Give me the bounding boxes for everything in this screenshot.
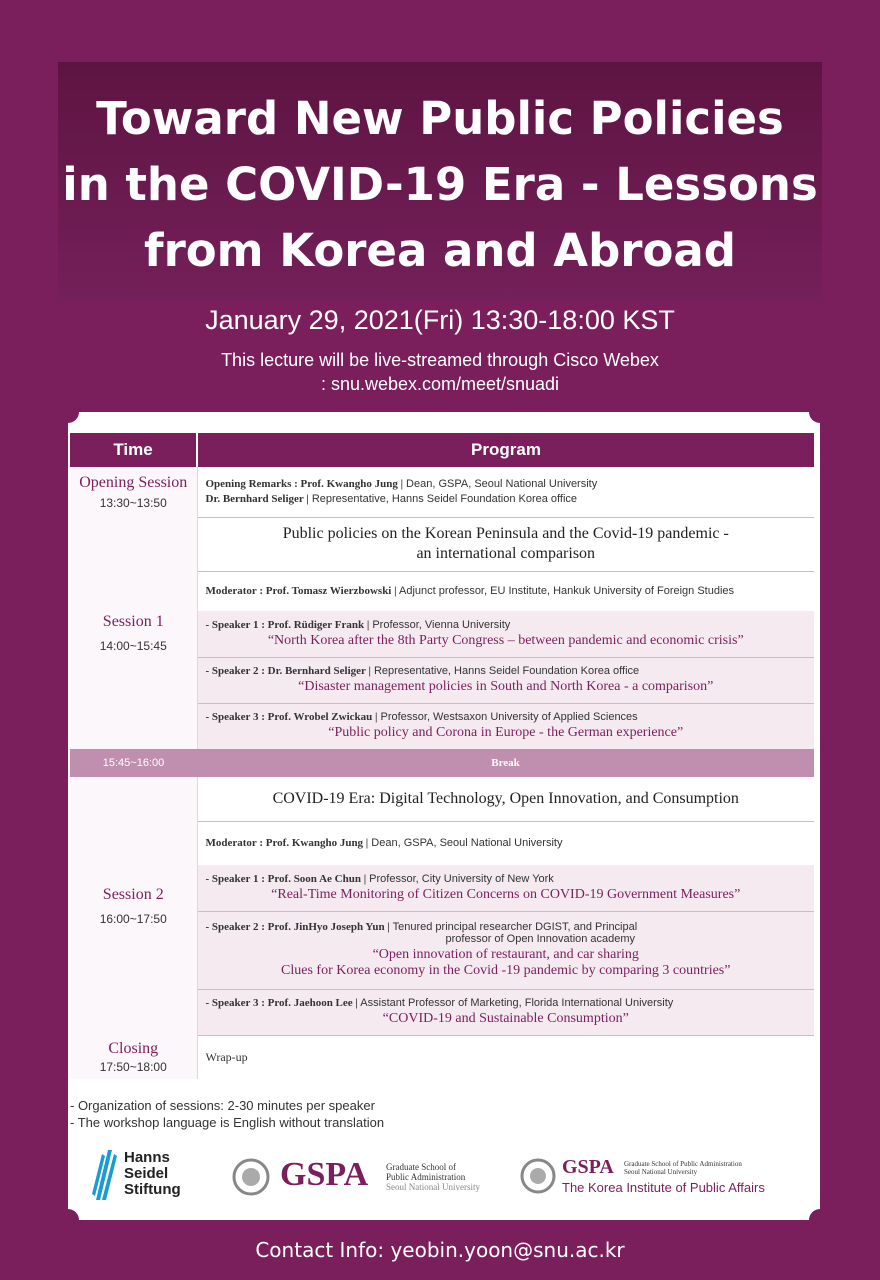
speaker-name: - Speaker 3 : Prof. Wrobel Zwickau | (205, 711, 378, 724)
logo-text: Hanns (124, 1149, 170, 1166)
title-line: Toward New Public Policies (96, 92, 784, 145)
speaker-affiliation: Professor, Westsaxon University of Applied Sciences (377, 711, 638, 724)
moderator-name: Moderator : Prof. Kwangho Jung | (205, 837, 369, 850)
session-label: Opening Session (79, 474, 188, 491)
corner-notch (809, 401, 831, 423)
notes (70, 1097, 384, 1131)
logo-text: Public Administration (386, 1172, 466, 1182)
title-line: from Korea and Abroad (144, 224, 736, 277)
logo-bar (92, 1148, 792, 1208)
speaker-affiliation: Representative, Hanns Seidel Foundation Korea office (308, 493, 578, 506)
gspa-wordmark: GSPA (280, 1156, 369, 1193)
title-line: in the COVID-19 Era - Lessons (62, 158, 818, 211)
session-heading: COVID-19 Era: Digital Technology, Open Innovation, and Consumption (272, 789, 739, 807)
moderator-affiliation: Adjunct professor, EU Institute, Hankuk University of Foreign Studies (396, 585, 735, 598)
break-row (70, 749, 814, 777)
speaker-affiliation: Professor, Vienna University (369, 618, 511, 631)
speaker-name: - Speaker 2 : Prof. JinHyo Joseph Yun | (205, 921, 390, 933)
session-time: 16:00~17:50 (99, 912, 167, 926)
snu-emblem-icon (232, 1158, 270, 1196)
corner-notch (57, 1209, 79, 1231)
speaker-affiliation: Professor, City University of New York (366, 872, 554, 885)
session-time: 14:00~15:45 (99, 639, 167, 653)
logo-text: Seidel (124, 1165, 169, 1182)
event-date: January 29, 2021(Fri) 13:30-18:00 KST (205, 305, 675, 335)
table-row (70, 1035, 814, 1079)
talk-title: Clues for Korea economy in the Covid -19 pandemic by comparing 3 countries” (281, 963, 731, 978)
speaker-name: Opening Remarks : Prof. Kwangho Jung | (205, 478, 403, 491)
speaker-name: Dr. Bernhard Seliger | (205, 493, 309, 506)
table-row (70, 517, 814, 571)
moderator-name: Moderator : Prof. Tomasz Wierzbowski | (205, 585, 397, 598)
session-label: Closing (108, 1040, 159, 1057)
logo-text: Graduate School of (386, 1162, 456, 1172)
speaker-affiliation: Tenured principal researcher DGIST, and Principal (389, 921, 638, 933)
break-label: Break (197, 749, 814, 777)
talk-title: “Public policy and Corona in Europe - the German experience” (328, 725, 684, 741)
closing-time-cell (70, 1035, 197, 1079)
speaker-name: - Speaker 1 : Prof. Rüdiger Frank | (205, 618, 370, 631)
speaker-affiliation: Dean, GSPA, Seoul National University (403, 478, 598, 491)
moderator-affiliation: Dean, GSPA, Seoul National University (368, 837, 563, 850)
contact-info[interactable]: Contact Info: yeobin.yoon@snu.ac.kr (255, 1238, 625, 1262)
stream-line: This lecture will be live-streamed through Cisco Webex (221, 350, 659, 370)
speaker-affiliation: Representative, Hanns Seidel Foundation Korea office (370, 665, 640, 677)
table-header (70, 433, 814, 467)
talk-title: “North Korea after the 8th Party Congress – between pandemic and economic crisis” (267, 632, 744, 648)
session2-moderator (197, 821, 814, 865)
session1-heading (197, 517, 814, 571)
opening-program-cell (197, 467, 814, 517)
session1-speaker2 (197, 657, 814, 703)
table-row (70, 467, 814, 517)
gspa-wordmark: GSPA (562, 1156, 614, 1178)
speaker-name: - Speaker 2 : Dr. Bernhard Seliger | (205, 665, 371, 677)
time-header: Time (70, 433, 197, 467)
session-heading: Public policies on the Korean Peninsula and the Covid-19 pandemic - (282, 525, 729, 542)
logo-text: Seoul National University (386, 1182, 480, 1192)
break-time: 15:45~16:00 (70, 749, 197, 777)
talk-title: “Real-Time Monitoring of Citizen Concerns on COVID-19 Government Measures” (271, 886, 741, 902)
program-table (70, 433, 814, 1079)
session2-heading (197, 777, 814, 821)
session1-time-cell (70, 517, 197, 749)
session1-speaker3 (197, 703, 814, 749)
stream-info (0, 348, 880, 396)
corner-notch (57, 401, 79, 423)
corner-notch (809, 1209, 831, 1231)
logo-text: Stiftung (124, 1181, 181, 1198)
speaker-affiliation: professor of Open Innovation academy (445, 933, 636, 945)
kipa-name: The Korea Institute of Public Affairs (562, 1180, 765, 1195)
table-row (70, 777, 814, 821)
talk-title: “Open innovation of restaurant, and car sharing (372, 947, 639, 962)
session2-speaker1 (197, 865, 814, 911)
talk-title: “Disaster management policies in South and North Korea - a comparison” (298, 679, 714, 694)
speaker-name: - Speaker 1 : Prof. Soon Ae Chun | (205, 872, 367, 885)
stream-link[interactable]: : snu.webex.com/meet/snuadi (320, 374, 560, 394)
snu-emblem-icon (520, 1158, 556, 1194)
session-label: Session 2 (102, 886, 164, 903)
session2-speaker2 (197, 911, 814, 989)
session2-time-cell (70, 777, 197, 1035)
program-header: Program (197, 433, 814, 467)
opening-time-cell (70, 467, 197, 517)
session2-speaker3 (197, 989, 814, 1035)
session-label: Session 1 (102, 613, 164, 630)
event-title (0, 86, 880, 284)
logo-text: Seoul National University (624, 1168, 698, 1176)
note-item: - The workshop language is English without translation (70, 1115, 385, 1130)
session1-speaker1 (197, 611, 814, 657)
session-time: 17:50~18:00 (99, 1060, 167, 1074)
session1-moderator (197, 571, 814, 611)
speaker-name: - Speaker 3 : Prof. Jaehoon Lee | (205, 997, 358, 1009)
hanns-seidel-icon (92, 1150, 118, 1200)
note-item: - Organization of sessions: 2-30 minutes per speaker (70, 1098, 375, 1113)
session-heading: an international comparison (416, 545, 596, 562)
closing-program: Wrap-up (205, 1049, 248, 1064)
speaker-affiliation: Assistant Professor of Marketing, Florida International University (357, 997, 674, 1009)
logo-text: Graduate School of Public Administration (624, 1160, 742, 1168)
session-time: 13:30~13:50 (99, 496, 167, 510)
talk-title: “COVID-19 and Sustainable Consumption” (382, 1011, 629, 1026)
